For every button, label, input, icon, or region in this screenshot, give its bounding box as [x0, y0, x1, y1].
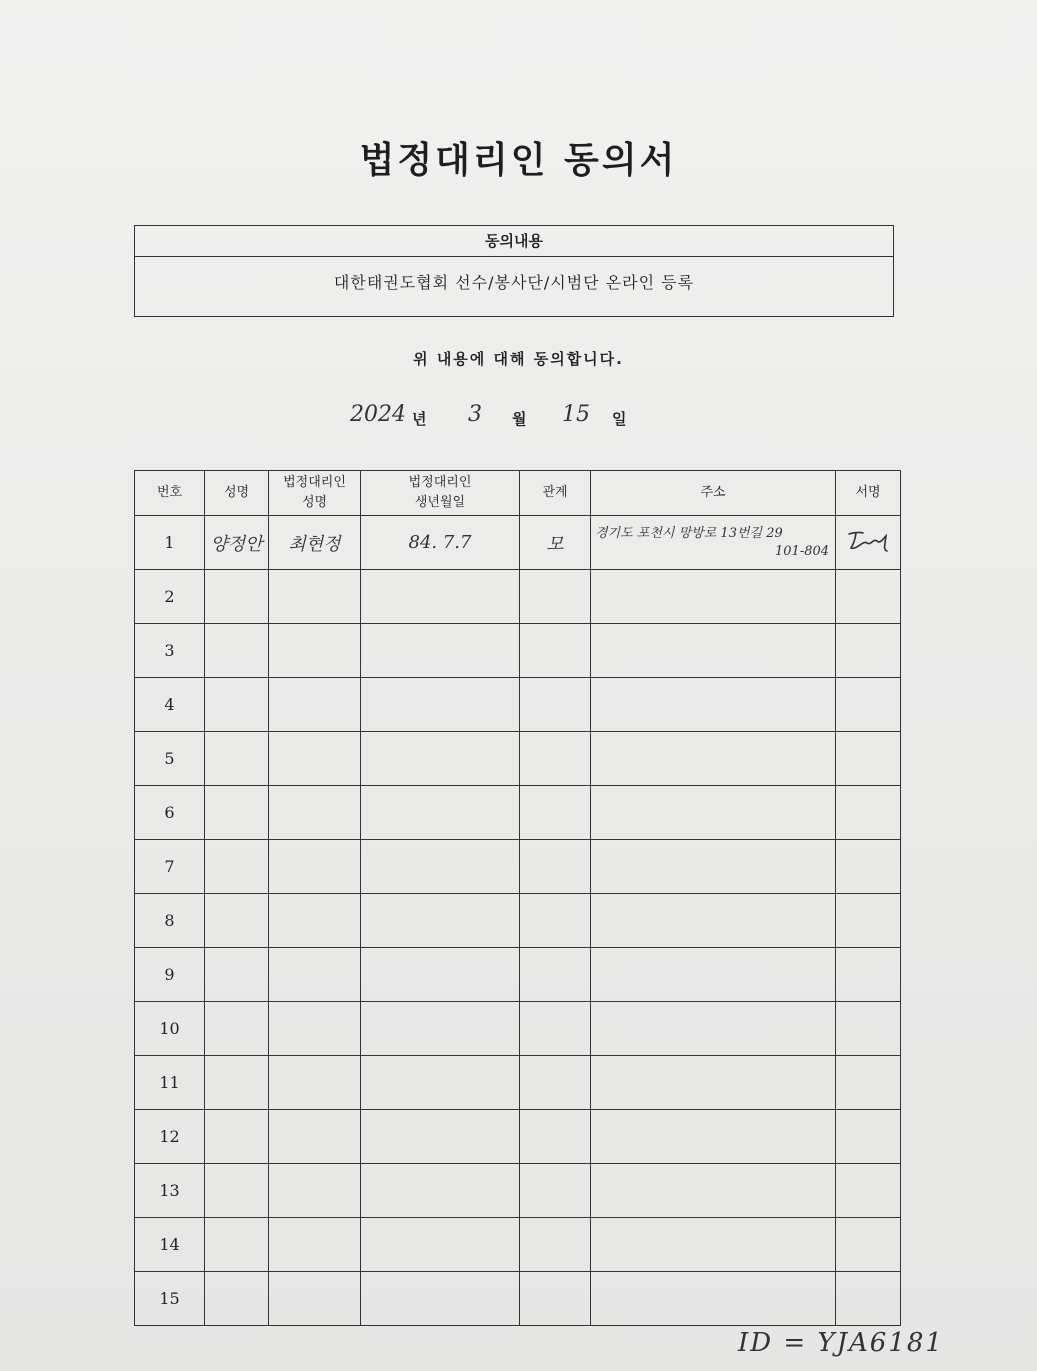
row-guardian-birth: 84. 7.7	[361, 516, 520, 570]
row-address	[591, 1056, 836, 1110]
row-signature	[836, 786, 901, 840]
row-guardian-name	[269, 732, 361, 786]
row-address	[591, 1272, 836, 1326]
row-address	[591, 1002, 836, 1056]
row-name	[205, 1056, 269, 1110]
row-number: 15	[135, 1272, 205, 1326]
row-relation	[520, 1110, 591, 1164]
header-signature: 서명	[836, 471, 901, 516]
row-guardian-name	[269, 1002, 361, 1056]
row-number: 6	[135, 786, 205, 840]
row-address	[591, 732, 836, 786]
row-number: 4	[135, 678, 205, 732]
header-name: 성명	[205, 471, 269, 516]
row-guardian-name	[269, 786, 361, 840]
row-number: 8	[135, 894, 205, 948]
row-signature	[836, 678, 901, 732]
header-guardian-birth-line1: 법정대리인	[408, 475, 472, 490]
row-guardian-birth	[361, 1110, 520, 1164]
row-name	[205, 1002, 269, 1056]
row-guardian-birth	[361, 786, 520, 840]
row-guardian-birth	[361, 624, 520, 678]
row-relation	[520, 840, 591, 894]
row-guardian-birth	[361, 1164, 520, 1218]
row-number: 13	[135, 1164, 205, 1218]
row-number: 3	[135, 624, 205, 678]
row-relation	[520, 570, 591, 624]
row-name	[205, 1164, 269, 1218]
row-guardian-name	[269, 678, 361, 732]
date-year-unit: 년	[412, 410, 427, 428]
consent-box	[134, 225, 894, 317]
row-number: 12	[135, 1110, 205, 1164]
row-name	[205, 624, 269, 678]
row-address	[591, 624, 836, 678]
date-day-unit: 일	[612, 410, 627, 428]
row-guardian-name	[269, 1272, 361, 1326]
row-guardian-name	[269, 1164, 361, 1218]
row-address-line2: 101-804	[775, 543, 830, 559]
row-address	[591, 516, 836, 570]
header-guardian-birth	[361, 471, 520, 516]
row-address	[591, 1218, 836, 1272]
row-number: 7	[135, 840, 205, 894]
row-address	[591, 894, 836, 948]
table-row	[135, 1002, 901, 1056]
header-relation: 관계	[520, 471, 591, 516]
row-guardian-birth	[361, 1272, 520, 1326]
date-day: 15	[562, 402, 590, 427]
row-relation	[520, 786, 591, 840]
row-guardian-birth	[361, 570, 520, 624]
header-address: 주소	[591, 471, 836, 516]
row-guardian-name	[269, 1110, 361, 1164]
row-number: 14	[135, 1218, 205, 1272]
date-month: 3	[468, 402, 482, 427]
row-relation	[520, 948, 591, 1002]
table-row	[135, 1056, 901, 1110]
row-guardian-birth	[361, 1002, 520, 1056]
document-title: 법정대리인 동의서	[359, 140, 678, 181]
agree-statement: 위 내용에 대해 동의합니다.	[413, 350, 624, 368]
row-guardian-name	[269, 894, 361, 948]
row-name	[205, 786, 269, 840]
row-number: 1	[135, 516, 205, 570]
row-name	[205, 732, 269, 786]
row-guardian-name	[269, 624, 361, 678]
row-signature	[836, 1002, 901, 1056]
row-name	[205, 678, 269, 732]
row-address	[591, 570, 836, 624]
row-number: 5	[135, 732, 205, 786]
consent-header: 동의내용	[135, 226, 893, 257]
row-relation	[520, 732, 591, 786]
row-guardian-birth	[361, 840, 520, 894]
row-signature	[836, 1164, 901, 1218]
row-name: 양정안	[205, 516, 269, 570]
row-signature	[836, 516, 901, 570]
row-guardian-name	[269, 948, 361, 1002]
handwritten-id: ID = YJA6181	[738, 1328, 944, 1358]
header-guardian-name-line1: 법정대리인	[283, 475, 346, 490]
row-relation: 모	[520, 516, 591, 570]
row-guardian-name	[269, 1056, 361, 1110]
table-row	[135, 840, 901, 894]
table-row	[135, 1164, 901, 1218]
consent-content: 대한태권도협회 선수/봉사단/시범단 온라인 등록	[333, 273, 695, 292]
row-signature	[836, 840, 901, 894]
table-row	[135, 1110, 901, 1164]
row-signature	[836, 1272, 901, 1326]
row-signature	[836, 894, 901, 948]
row-guardian-name	[269, 840, 361, 894]
signature-mark	[845, 528, 891, 554]
row-guardian-birth	[361, 1056, 520, 1110]
date-row	[350, 398, 690, 438]
row-address	[591, 840, 836, 894]
row-guardian-birth	[361, 1218, 520, 1272]
header-number: 번호	[135, 471, 205, 516]
date-year: 2024	[350, 402, 406, 427]
row-name	[205, 570, 269, 624]
row-address-line1: 경기도 포천시 망방로 13번길 29	[595, 525, 783, 541]
row-relation	[520, 1002, 591, 1056]
row-name	[205, 1110, 269, 1164]
date-month-unit: 월	[512, 410, 527, 428]
row-number: 11	[135, 1056, 205, 1110]
table-header-row	[135, 471, 901, 516]
row-relation	[520, 678, 591, 732]
row-name	[205, 894, 269, 948]
row-relation	[520, 894, 591, 948]
row-relation	[520, 1218, 591, 1272]
row-signature	[836, 1110, 901, 1164]
table-row	[135, 1218, 901, 1272]
row-address	[591, 786, 836, 840]
row-guardian-birth	[361, 732, 520, 786]
row-signature	[836, 570, 901, 624]
table-row	[135, 732, 901, 786]
row-relation	[520, 1164, 591, 1218]
row-address	[591, 1164, 836, 1218]
row-name	[205, 1218, 269, 1272]
row-guardian-name	[269, 570, 361, 624]
row-guardian-birth	[361, 894, 520, 948]
header-guardian-birth-line2: 생년월일	[414, 495, 466, 510]
row-address	[591, 948, 836, 1002]
row-signature	[836, 948, 901, 1002]
table-row	[135, 624, 901, 678]
row-name	[205, 948, 269, 1002]
row-number: 2	[135, 570, 205, 624]
row-guardian-birth	[361, 678, 520, 732]
row-guardian-name: 최현정	[269, 516, 361, 570]
table-row	[135, 894, 901, 948]
row-relation	[520, 624, 591, 678]
row-signature	[836, 624, 901, 678]
guardian-roster-table	[134, 470, 901, 1326]
table-row	[135, 786, 901, 840]
row-address	[591, 678, 836, 732]
table-row	[135, 570, 901, 624]
row-relation	[520, 1272, 591, 1326]
row-signature	[836, 1056, 901, 1110]
row-signature	[836, 1218, 901, 1272]
row-address	[591, 1110, 836, 1164]
row-signature	[836, 732, 901, 786]
table-row	[135, 1272, 901, 1326]
row-name	[205, 840, 269, 894]
header-guardian-name	[269, 471, 361, 516]
row-number: 10	[135, 1002, 205, 1056]
row-guardian-birth	[361, 948, 520, 1002]
header-guardian-name-line2: 성명	[301, 495, 328, 510]
table-row	[135, 948, 901, 1002]
table-row	[135, 516, 901, 570]
row-number: 9	[135, 948, 205, 1002]
row-guardian-name	[269, 1218, 361, 1272]
row-name	[205, 1272, 269, 1326]
table-row	[135, 678, 901, 732]
row-relation	[520, 1056, 591, 1110]
